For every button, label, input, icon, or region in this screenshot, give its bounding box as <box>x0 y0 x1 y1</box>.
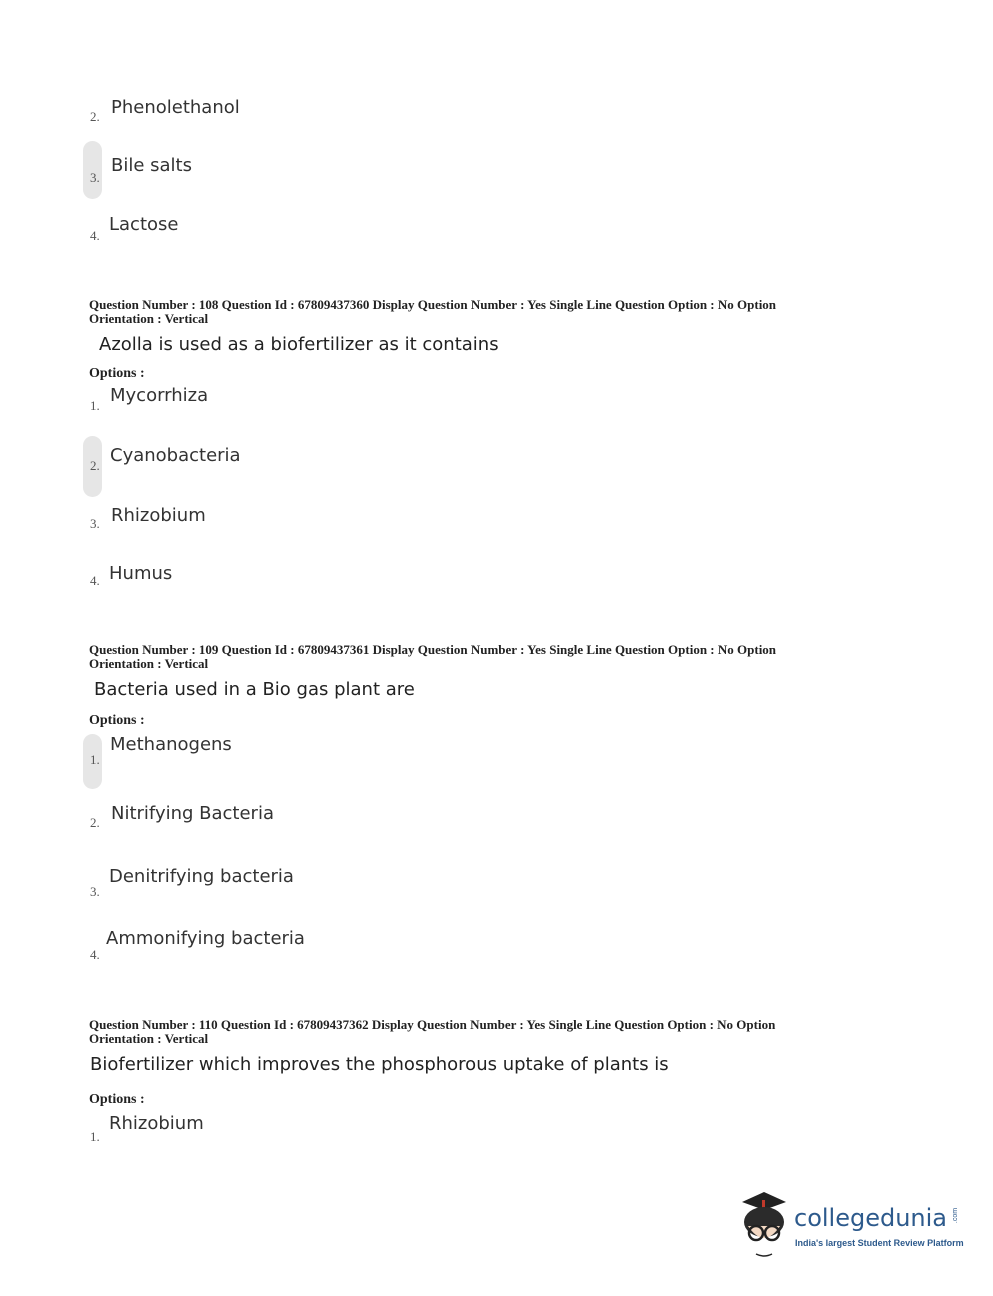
option-text[interactable]: Humus <box>109 563 173 584</box>
question-meta <box>89 1018 889 1046</box>
mascot-icon <box>734 1188 792 1258</box>
option-text[interactable]: Rhizobium <box>109 1113 204 1134</box>
options-label: Options : <box>89 1092 145 1107</box>
option-number: 1. <box>90 398 100 413</box>
option-text[interactable]: Cyanobacteria <box>110 445 241 466</box>
logo-suffix: .com <box>952 1207 960 1224</box>
option-text[interactable]: Methanogens <box>110 734 232 755</box>
collegedunia-logo <box>734 1188 964 1260</box>
option-text[interactable]: Denitrifying bacteria <box>109 866 294 887</box>
logo-tagline: India's largest Student Review Platform <box>795 1238 964 1248</box>
question-meta-line: Question Number : 109 Question Id : 67809437361 Display Question Number : Yes Single Line Question Option : No Option <box>89 642 777 657</box>
question-meta-line: Orientation : Vertical <box>89 311 209 326</box>
options-label: Options : <box>89 713 145 728</box>
logo-name: collegedunia <box>794 1204 948 1232</box>
option-text[interactable]: Rhizobium <box>111 505 206 526</box>
option-number: 1. <box>90 752 100 767</box>
question-text: Bacteria used in a Bio gas plant are <box>94 679 415 700</box>
option-text[interactable]: Phenolethanol <box>111 97 240 118</box>
question-text: Biofertilizer which improves the phosphorous uptake of plants is <box>90 1054 669 1075</box>
question-meta-line: Question Number : 108 Question Id : 67809437360 Display Question Number : Yes Single Line Question Option : No Option <box>89 297 777 312</box>
option-number: 4. <box>90 947 100 962</box>
option-number: 2. <box>90 815 100 830</box>
question-meta-line: Orientation : Vertical <box>89 656 209 671</box>
option-number: 3. <box>90 884 100 899</box>
options-label: Options : <box>89 366 145 381</box>
option-text[interactable]: Bile salts <box>111 155 192 176</box>
option-text[interactable]: Lactose <box>109 214 179 235</box>
option-number: 4. <box>90 228 100 243</box>
question-meta <box>89 298 889 326</box>
option-text[interactable]: Ammonifying bacteria <box>106 928 305 949</box>
option-number: 4. <box>90 573 100 588</box>
option-number: 3. <box>90 170 100 185</box>
question-meta <box>89 643 889 671</box>
question-meta-line: Question Number : 110 Question Id : 67809437362 Display Question Number : Yes Single Line Question Option : No Option <box>89 1017 776 1032</box>
question-meta-line: Orientation : Vertical <box>89 1031 209 1046</box>
question-text: Azolla is used as a biofertilizer as it contains <box>99 334 499 355</box>
option-text[interactable]: Nitrifying Bacteria <box>111 803 274 824</box>
option-number: 1. <box>90 1129 100 1144</box>
option-number: 2. <box>90 109 100 124</box>
option-number: 3. <box>90 516 100 531</box>
option-number: 2. <box>90 458 100 473</box>
option-text[interactable]: Mycorrhiza <box>110 385 209 406</box>
